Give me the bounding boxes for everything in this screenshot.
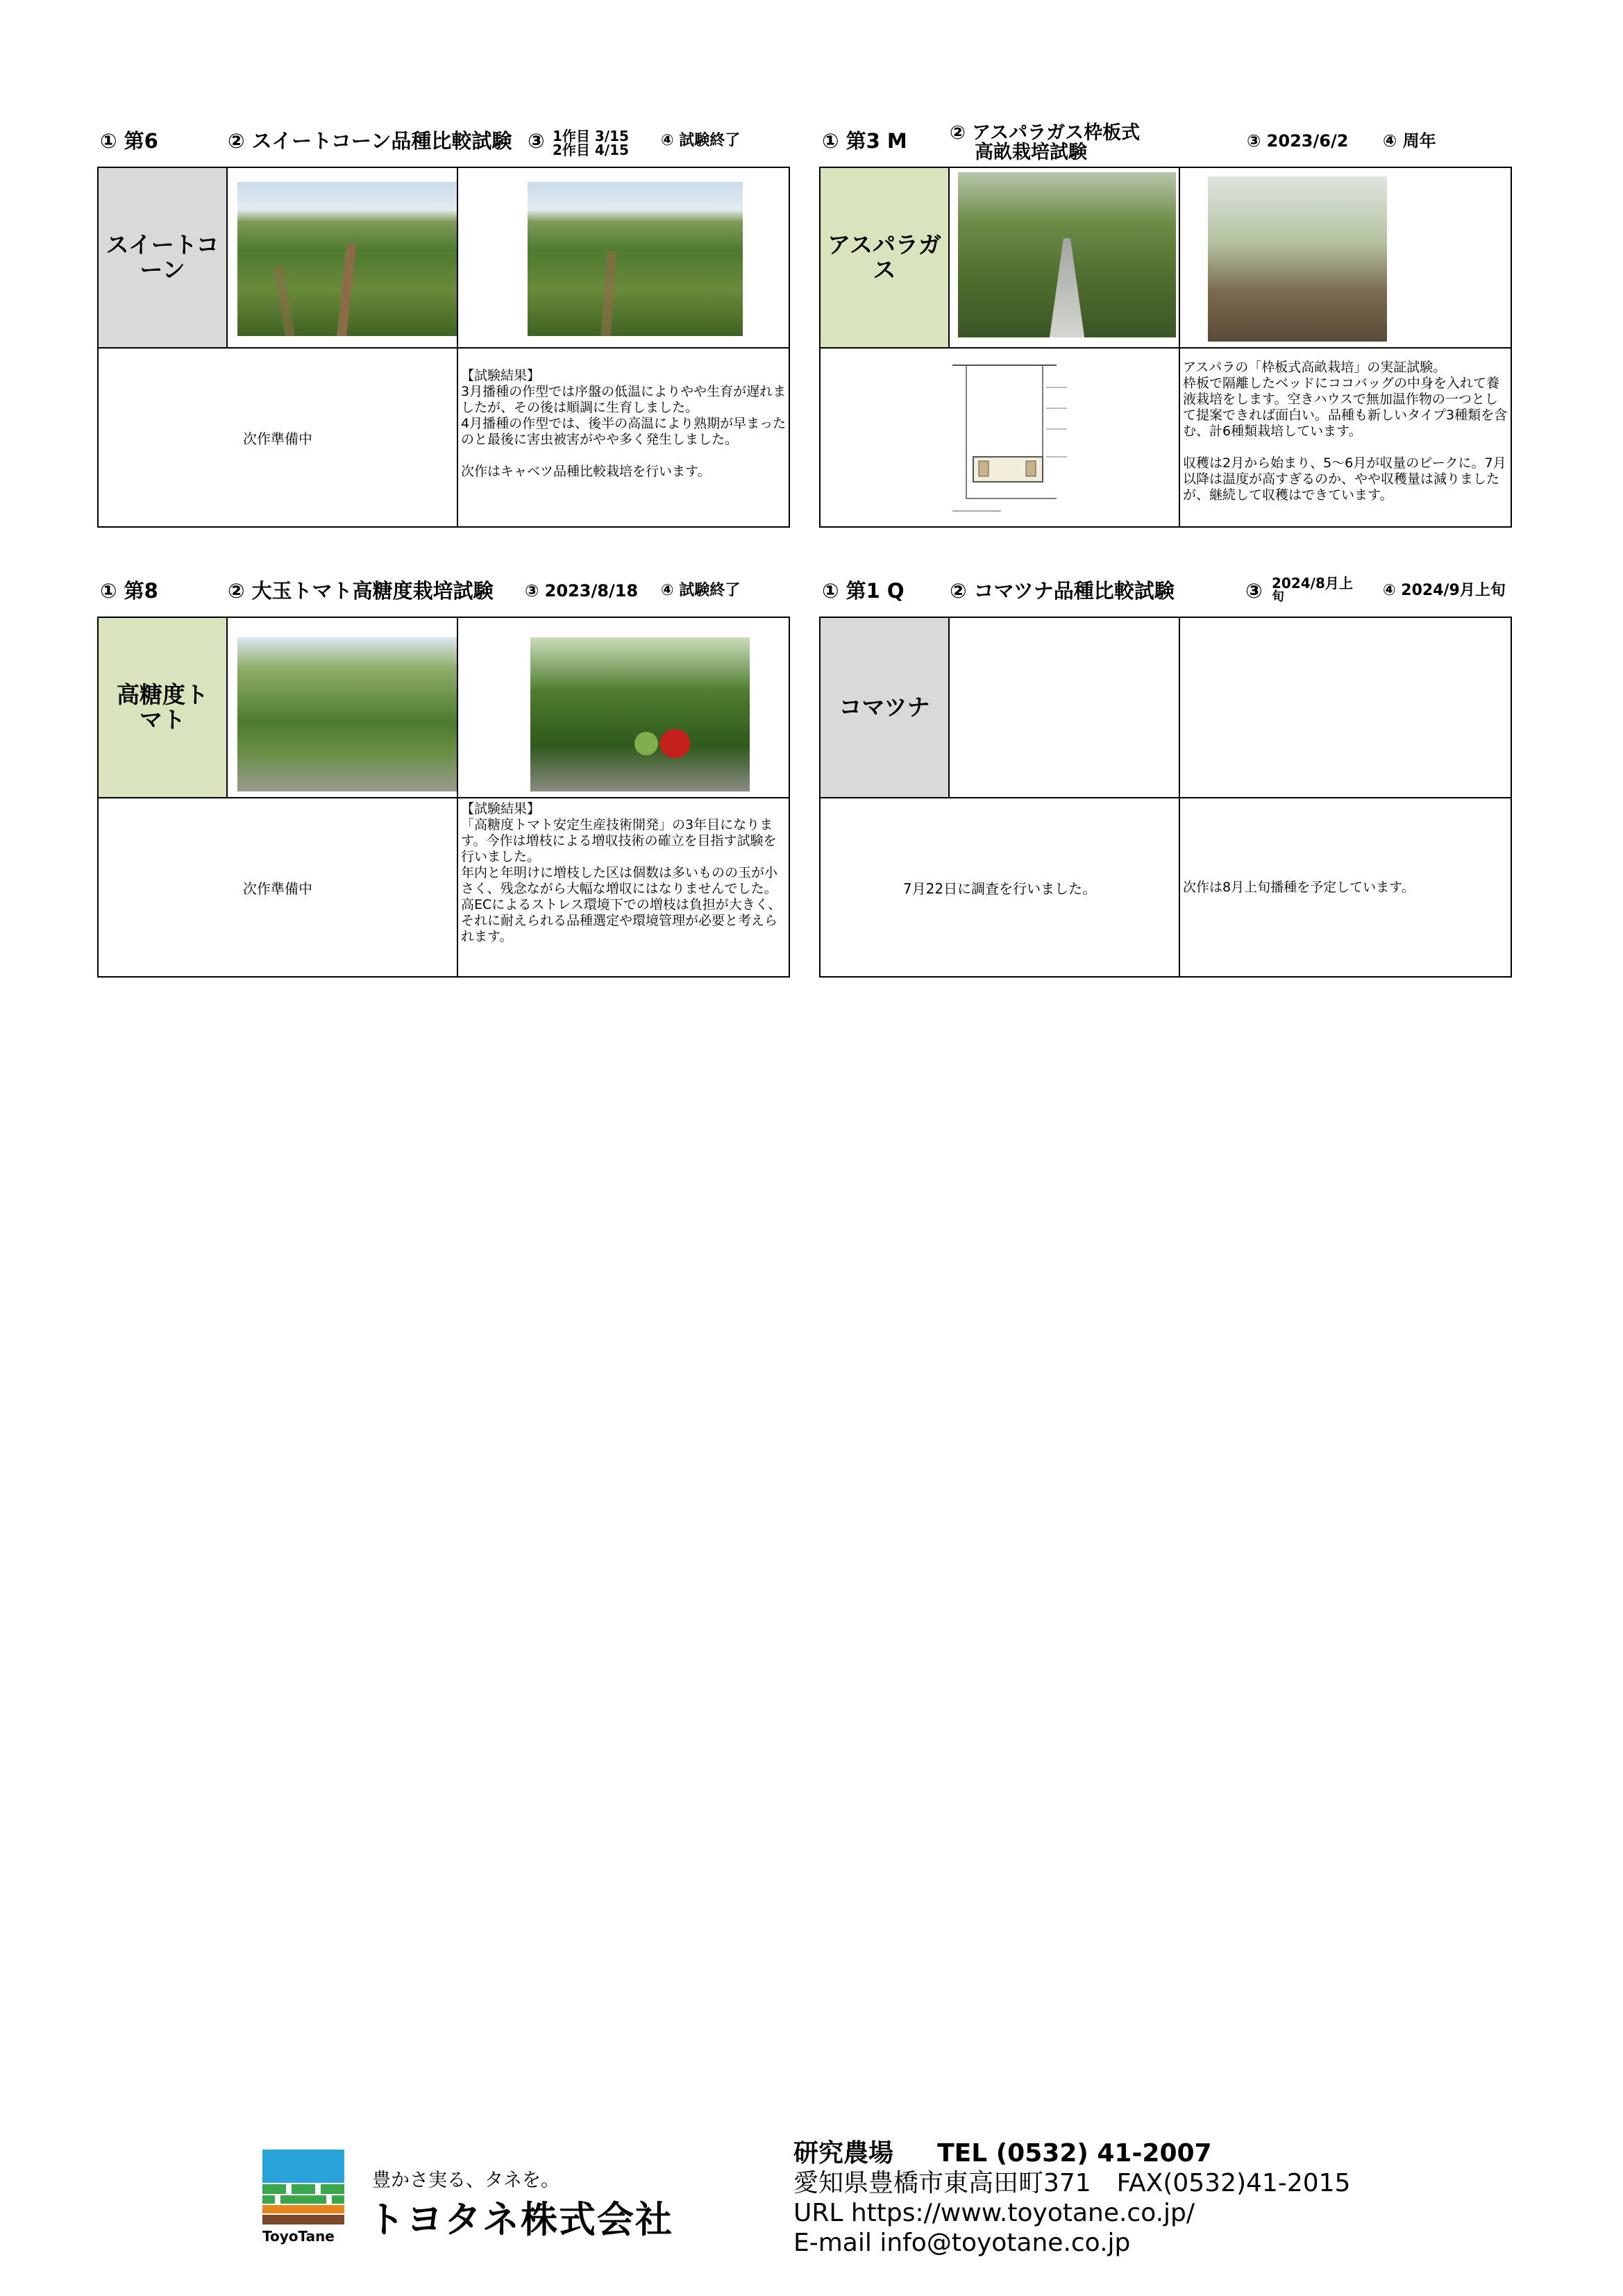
next-crop-note: 次作は8月上旬播種を予定しています。: [1183, 879, 1415, 895]
company-slogan: 豊かさ実る、タネを。: [372, 2170, 560, 2191]
sowing-date-2: 2作目 4/15: [553, 142, 629, 158]
crop-name: コマツナ: [821, 618, 950, 798]
date-marker: ③: [528, 129, 545, 153]
trial-description-text: アスパラの「枠板式高畝栽培」の実証試験。 枠板で隔離したベッドにココバッグの中身を入れて養液栽培をします。空きハウスで無加温作物の一つとして提案できれば面白い。品種も新しいタイプ3種類を含む、計6種類栽培しています。 収穫は2月から始まり、5～6月が収量のピークに。7月以降は温度が高すぎるのか、やや収穫量は減りましたが、継続して収穫はできています。: [1183, 360, 1508, 503]
card-grid: [97, 167, 790, 528]
trial-name: ② 大玉トマト高糖度栽培試験: [228, 579, 494, 603]
trial-name-line1: ② アスパラガス枠板式: [950, 122, 1141, 144]
company-logo: [262, 2150, 344, 2224]
tomato-greenhouse-photo: [237, 637, 457, 791]
photo-cell-2: [458, 168, 790, 349]
field-number: ① 第1 Q: [822, 579, 905, 603]
crop-name: 高糖度トマト: [99, 618, 228, 798]
address: 愛知県豊橋市東高田町371: [793, 2169, 1091, 2197]
card-header: [819, 575, 1513, 618]
asparagus-greenhouse-photo: [958, 172, 1176, 337]
card-grid: [97, 617, 790, 978]
email-address[interactable]: E-mail info@toyotane.co.jp: [793, 2229, 1131, 2257]
fax: FAX(0532)41-2015: [1116, 2169, 1351, 2197]
photo-cell-2: [1180, 618, 1512, 798]
trial-result-text: 【試験結果】 3月播種の作型では序盤の低温によりやや生育が遅れましたが、その後は順調に生育しました。 4月播種の作型では、後半の高温により熟期が早まったのと最後に害虫被害がやや多く発生しました。 次作はキャベツ品種比較栽培を行います。: [461, 368, 787, 479]
trial-result-text: 【試験結果】 「高糖度トマト安定生産技術開発」の3年目になります。今作は増枝による増収技術の確立を目指す試験を行いました。 年内と年明けに増枝した区は個数は多いものの玉が小さく、残念ながら大幅な増収にはなりませんでした。高ECによるストレス環境下での増枝は負担が大きく、それに耐えられる品種選定や環境管理が必要と考えられます。: [461, 801, 782, 944]
sowing-date-2: 旬: [1272, 589, 1284, 604]
photo-cell-2: [1180, 168, 1512, 349]
logo-wordmark: ToyoTane: [262, 2228, 335, 2245]
telephone: TEL (0532) 41-2007: [937, 2139, 1212, 2168]
card-grid: [819, 167, 1512, 528]
farm-label: 研究農場: [793, 2139, 894, 2168]
photo-cell-1: [228, 618, 458, 798]
date-marker: ③: [1245, 579, 1263, 603]
trial-name-line2: 高畝栽培試験: [975, 142, 1087, 163]
field-number: ① 第8: [100, 579, 158, 603]
card-grid: [819, 617, 1512, 978]
next-crop-note: 次作準備中: [99, 349, 458, 526]
toyotane-logo-icon: [262, 2150, 344, 2224]
trial-status: ④ 周年: [1383, 131, 1436, 151]
trial-name: ② コマツナ品種比較試験: [950, 579, 1175, 603]
trial-status: ④ 試験終了: [661, 132, 741, 149]
asparagus-bed-photo: [1208, 176, 1387, 342]
sowing-date-1: 2024/8月上: [1272, 575, 1353, 592]
company-name: トヨタネ株式会社: [368, 2199, 673, 2241]
photo-cell-1: [950, 618, 1180, 798]
trial-status: ④ 2024/9月上旬: [1383, 582, 1506, 599]
start-date: ③ 2023/6/2: [1247, 131, 1349, 151]
trial-status: ④ 試験終了: [661, 582, 741, 599]
photo-cell-1: [228, 168, 458, 349]
card-header: [97, 129, 791, 168]
bed-structure-diagram-cell: [821, 349, 1180, 526]
corn-field-photo: [237, 182, 457, 336]
field-number: ① 第3 M: [822, 129, 907, 153]
start-date: ③ 2023/8/18: [525, 581, 639, 601]
contact-block: [793, 2138, 1350, 2258]
photo-cell-1: [950, 168, 1180, 349]
website-url[interactable]: URL https://www.toyotane.co.jp/: [793, 2199, 1195, 2227]
tomato-fruit-photo: [530, 637, 750, 791]
farm-contact-line: [793, 2138, 1350, 2168]
survey-note: 7月22日に調査を行いました。: [821, 798, 1180, 976]
sowing-date-1: 1作目 3/15: [553, 128, 629, 144]
card-header: [819, 122, 1513, 168]
photo-cell-2: [458, 618, 790, 798]
address-line: [793, 2168, 1350, 2198]
field-number: ① 第6: [100, 129, 158, 153]
card-header: [97, 579, 791, 618]
bed-structure-diagram: [925, 353, 1077, 519]
crop-name: スイートコーン: [99, 168, 228, 349]
corn-field-photo: [528, 182, 743, 336]
trial-name: ② スイートコーン品種比較試験: [228, 129, 512, 153]
crop-name: アスパラガス: [821, 168, 950, 349]
next-crop-note: 次作準備中: [99, 798, 458, 976]
